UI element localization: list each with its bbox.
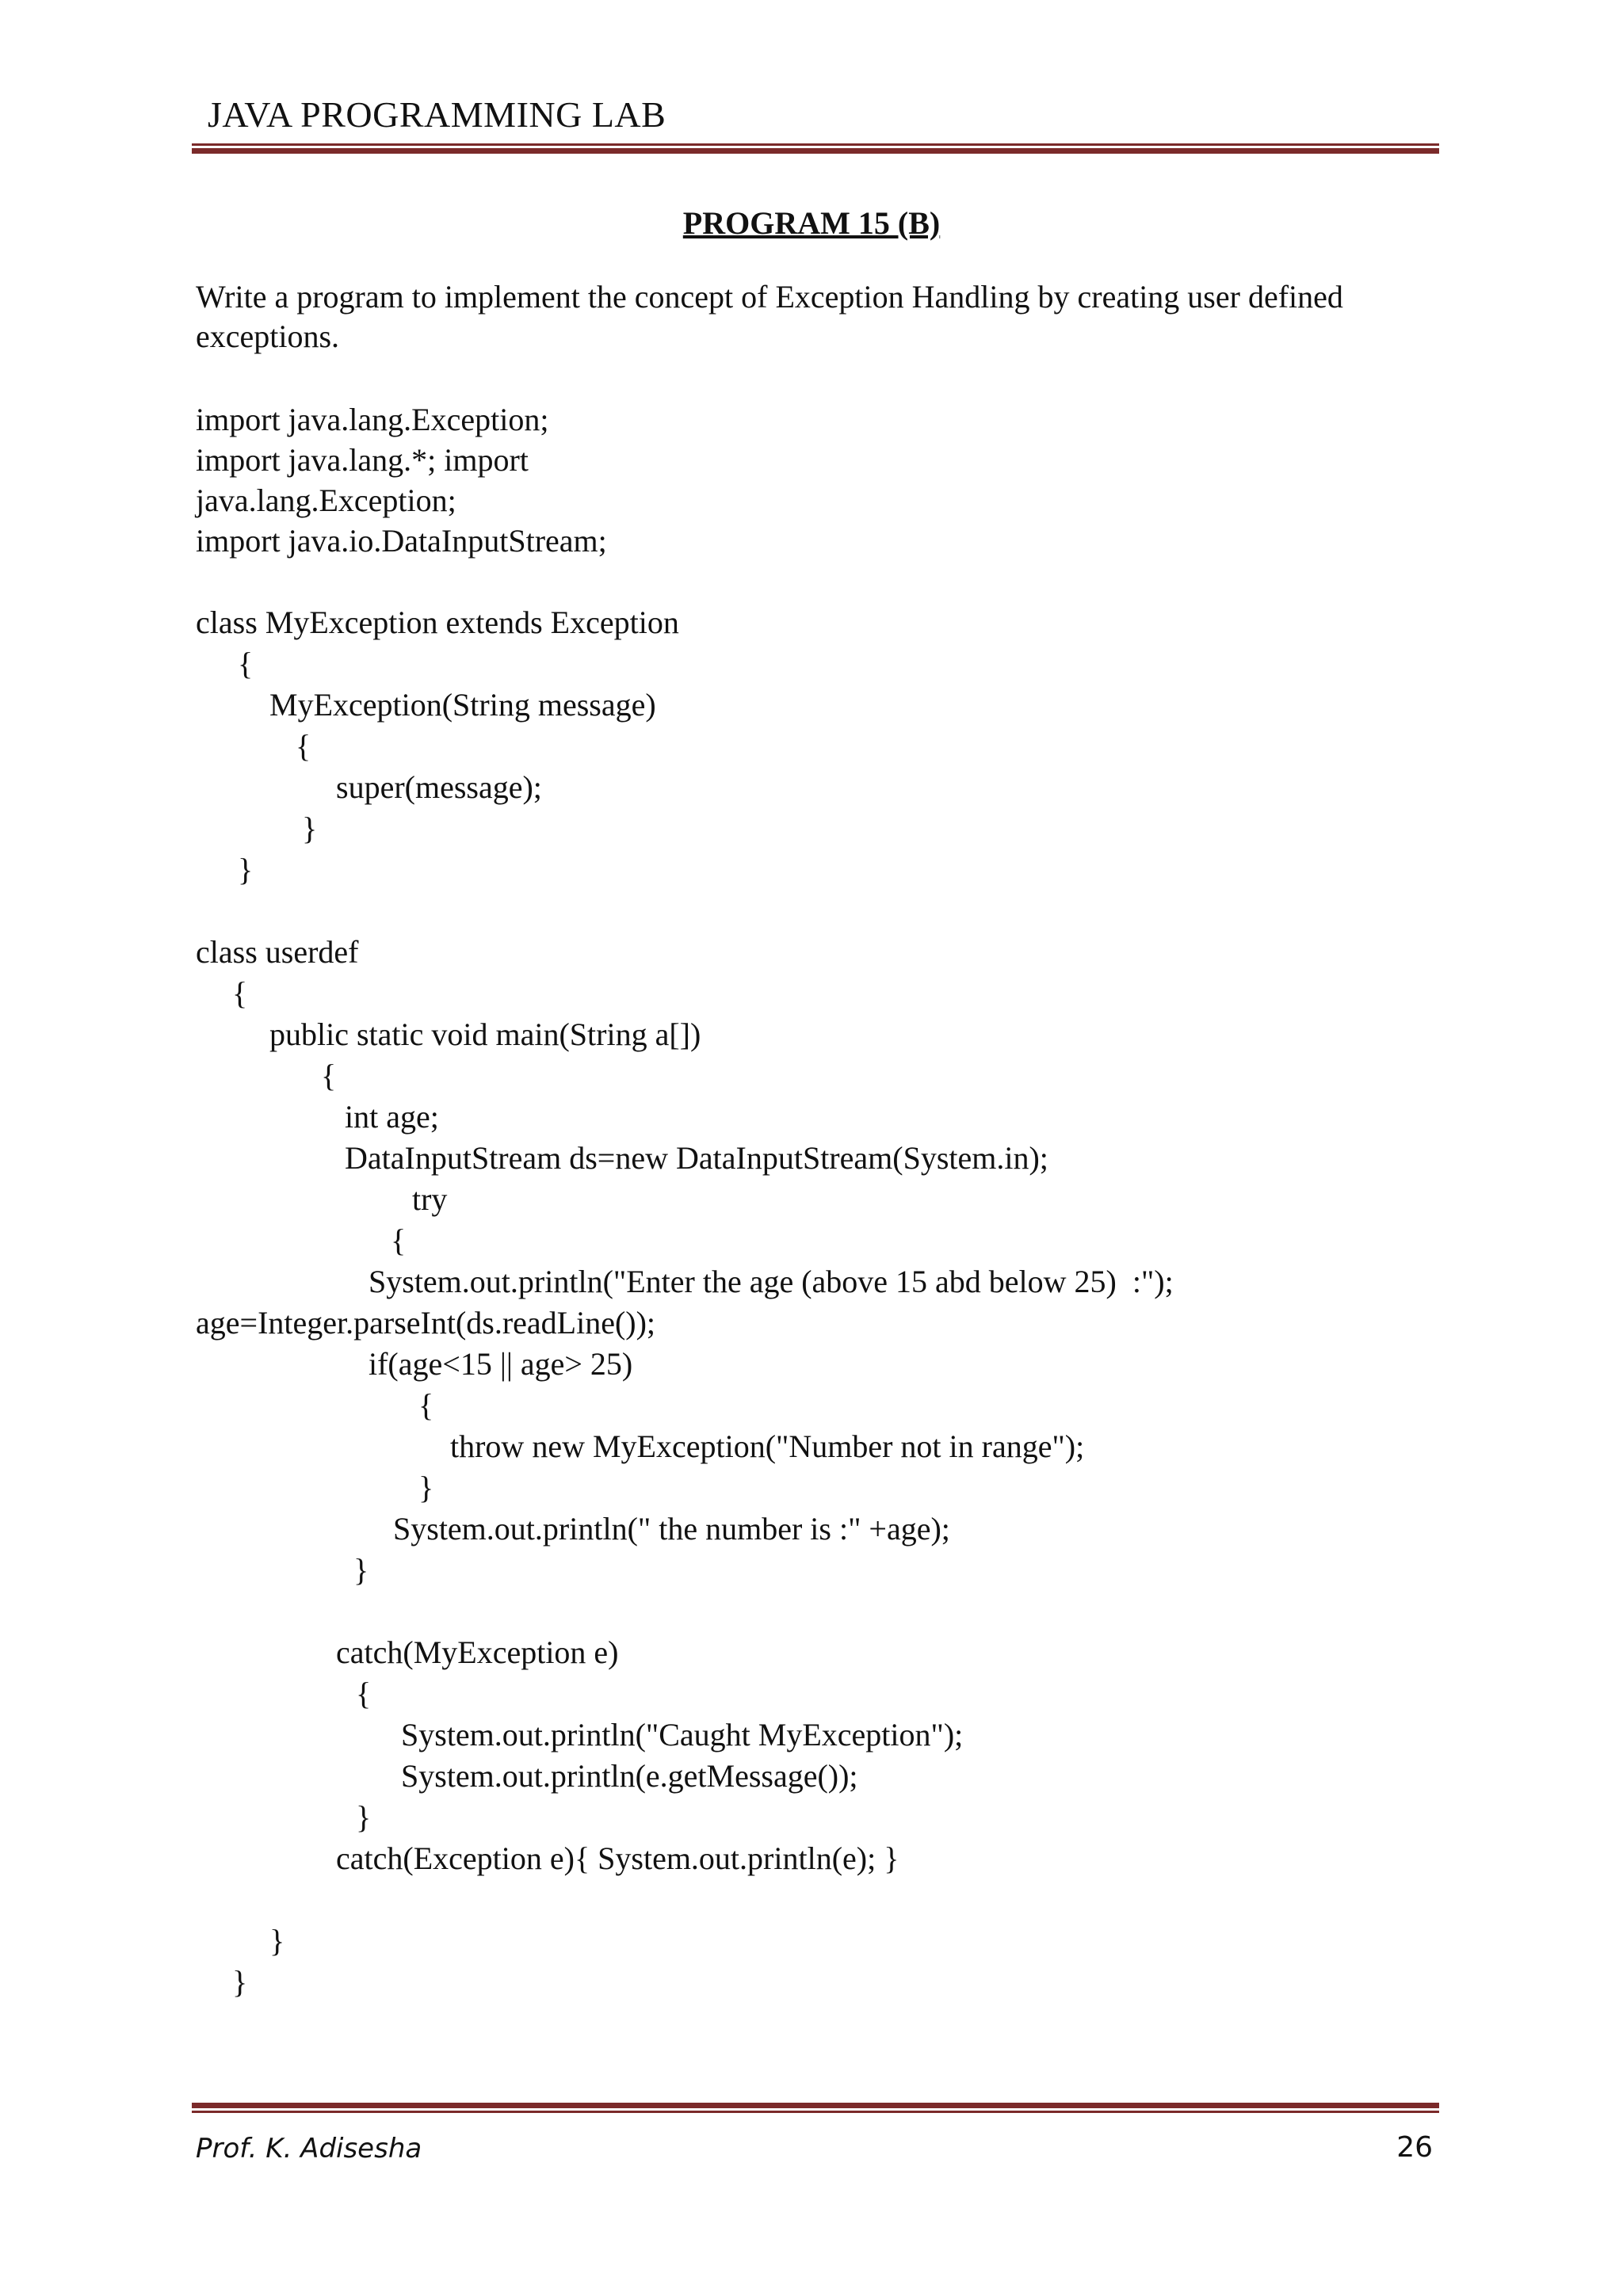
code-line: System.out.println(" the number is :" +age); (393, 1511, 950, 1547)
code-line: age=Integer.parseInt(ds.readLine()); (196, 1305, 656, 1341)
code-line: class MyException extends Exception (196, 605, 679, 640)
code-line: catch(MyException e) (336, 1634, 619, 1670)
code-line: if(age<15 || age> 25) (369, 1346, 633, 1382)
question-text: Write a program to implement the concept of Exception Handling by creating user defined exceptions. (196, 279, 1343, 354)
code-line: } (302, 810, 318, 846)
code-line: super(message); (336, 769, 542, 805)
code-line: { (356, 1676, 372, 1711)
code-line: import java.lang.Exception; (196, 402, 549, 437)
program-title: PROGRAM 15 (B) (682, 205, 941, 241)
page-number: 26 (1396, 2131, 1433, 2164)
header-rule-thick (192, 148, 1439, 154)
code-line: } (353, 1552, 369, 1588)
header-title: JAVA PROGRAMMING LAB (208, 94, 666, 135)
code-line: public static void main(String a[]) (269, 1016, 701, 1052)
code-line: { (321, 1058, 337, 1093)
code-line: DataInputStream ds=new DataInputStream(System.in); (345, 1140, 1048, 1176)
code-line: { (232, 975, 248, 1011)
code-line: java.lang.Exception; (196, 482, 456, 518)
code-line: MyException(String message) (269, 687, 656, 723)
code-line: } (418, 1470, 434, 1505)
code-line: System.out.println("Enter the age (above 15 abd below 25) :"); (369, 1264, 1174, 1299)
code-line: } (238, 852, 254, 887)
code-line: throw new MyException("Number not in range"); (450, 1428, 1085, 1464)
code-line: System.out.println(e.getMessage()); (401, 1758, 858, 1794)
code-line: catch(Exception e){ System.out.println(e); } (336, 1840, 899, 1876)
footer-author: Prof. K. Adisesha (196, 2133, 422, 2164)
code-line: } (269, 1923, 285, 1958)
code-line: { (238, 646, 254, 681)
header-rule-thin (192, 143, 1439, 146)
code-line: } (232, 1964, 248, 2000)
footer-rule-thick (192, 2103, 1439, 2108)
code-line: import java.lang.*; import (196, 442, 529, 478)
code-line: { (296, 728, 311, 764)
code-line: { (418, 1387, 434, 1423)
code-line: { (391, 1222, 407, 1258)
code-line: import java.io.DataInputStream; (196, 523, 607, 559)
code-line: class userdef (196, 934, 359, 970)
code-line: int age; (345, 1099, 439, 1135)
code-line: try (412, 1181, 448, 1217)
footer-rule-thin (192, 2111, 1439, 2113)
code-line: } (356, 1799, 372, 1835)
code-line: System.out.println("Caught MyException"); (401, 1717, 964, 1753)
